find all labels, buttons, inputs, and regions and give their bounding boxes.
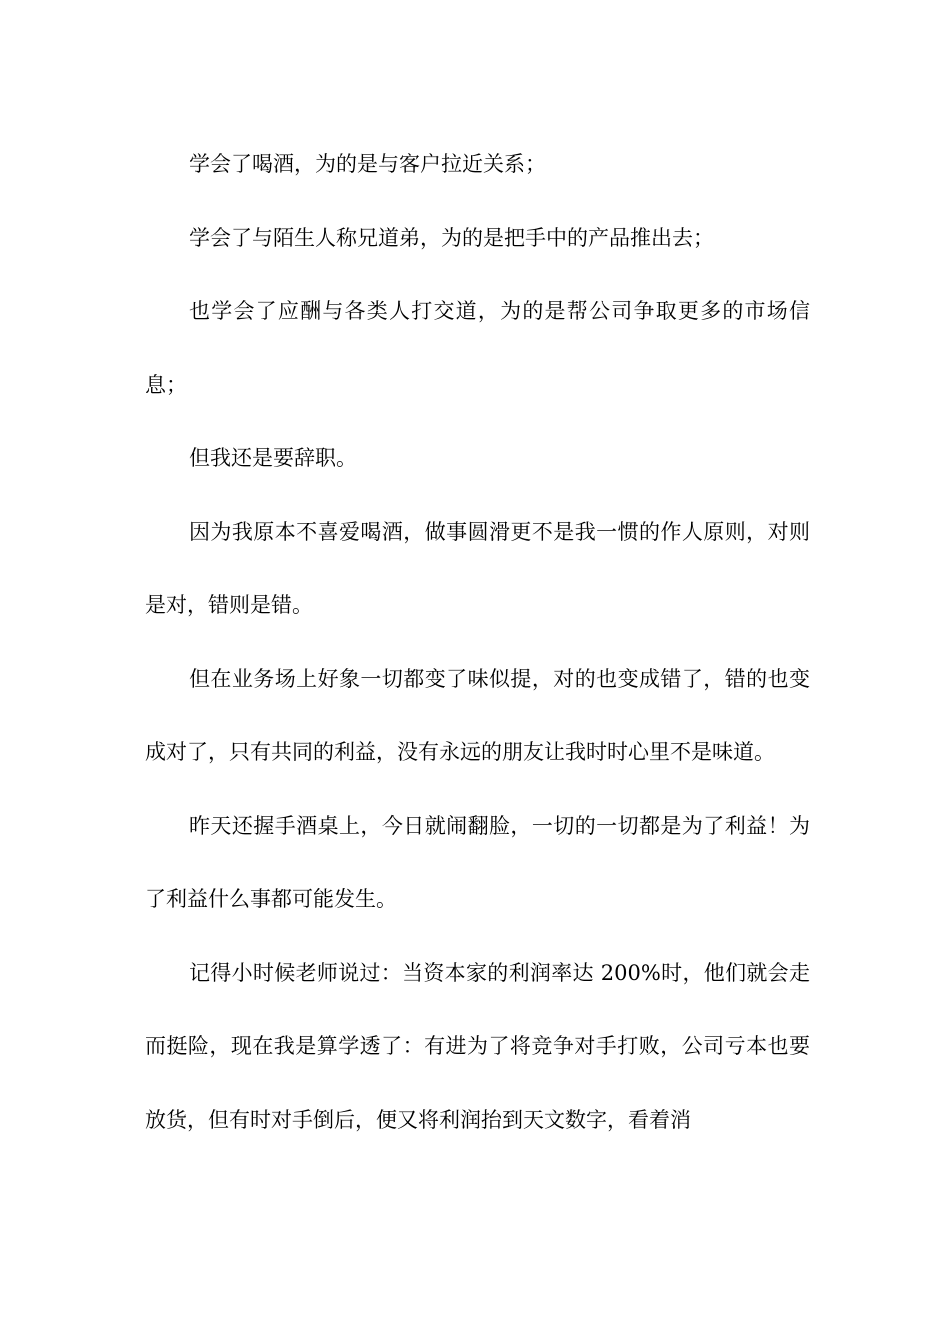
paragraph-7: 昨天还握手酒桌上，今日就闹翻脸，一切的一切都是为了利益！为了利益什么事都可能发生。	[145, 813, 810, 911]
paragraph-4: 但我还是要辞职。	[189, 446, 357, 470]
body-text	[145, 128, 810, 1157]
paragraph-2: 学会了与陌生人称兄道弟，为的是把手中的产品推出去；	[189, 225, 714, 250]
paragraph-8: 记得小时候老师说过：当资本家的利润率达 200%时，他们就会走而挺险，现在我是算学透了：有进为了将竞争对手打败，公司亏本也要放货，但有时对手倒后，便又将利润抬到天文数字，看着消	[145, 960, 810, 1132]
paragraph-6: 但在业务场上好象一切都变了味似提，对的也变成错了，错的也变成对了，只有共同的利益，没有永远的朋友让我时时心里不是味道。	[145, 666, 810, 764]
paragraph-3: 也学会了应酬与各类人打交道，为的是帮公司争取更多的市场信息；	[145, 299, 810, 397]
paragraph-1: 学会了喝酒，为的是与客户拉近关系；	[189, 152, 546, 176]
paragraph-5: 因为我原本不喜爱喝酒，做事圆滑更不是我一惯的作人原则，对则是对，错则是错。	[145, 519, 810, 617]
